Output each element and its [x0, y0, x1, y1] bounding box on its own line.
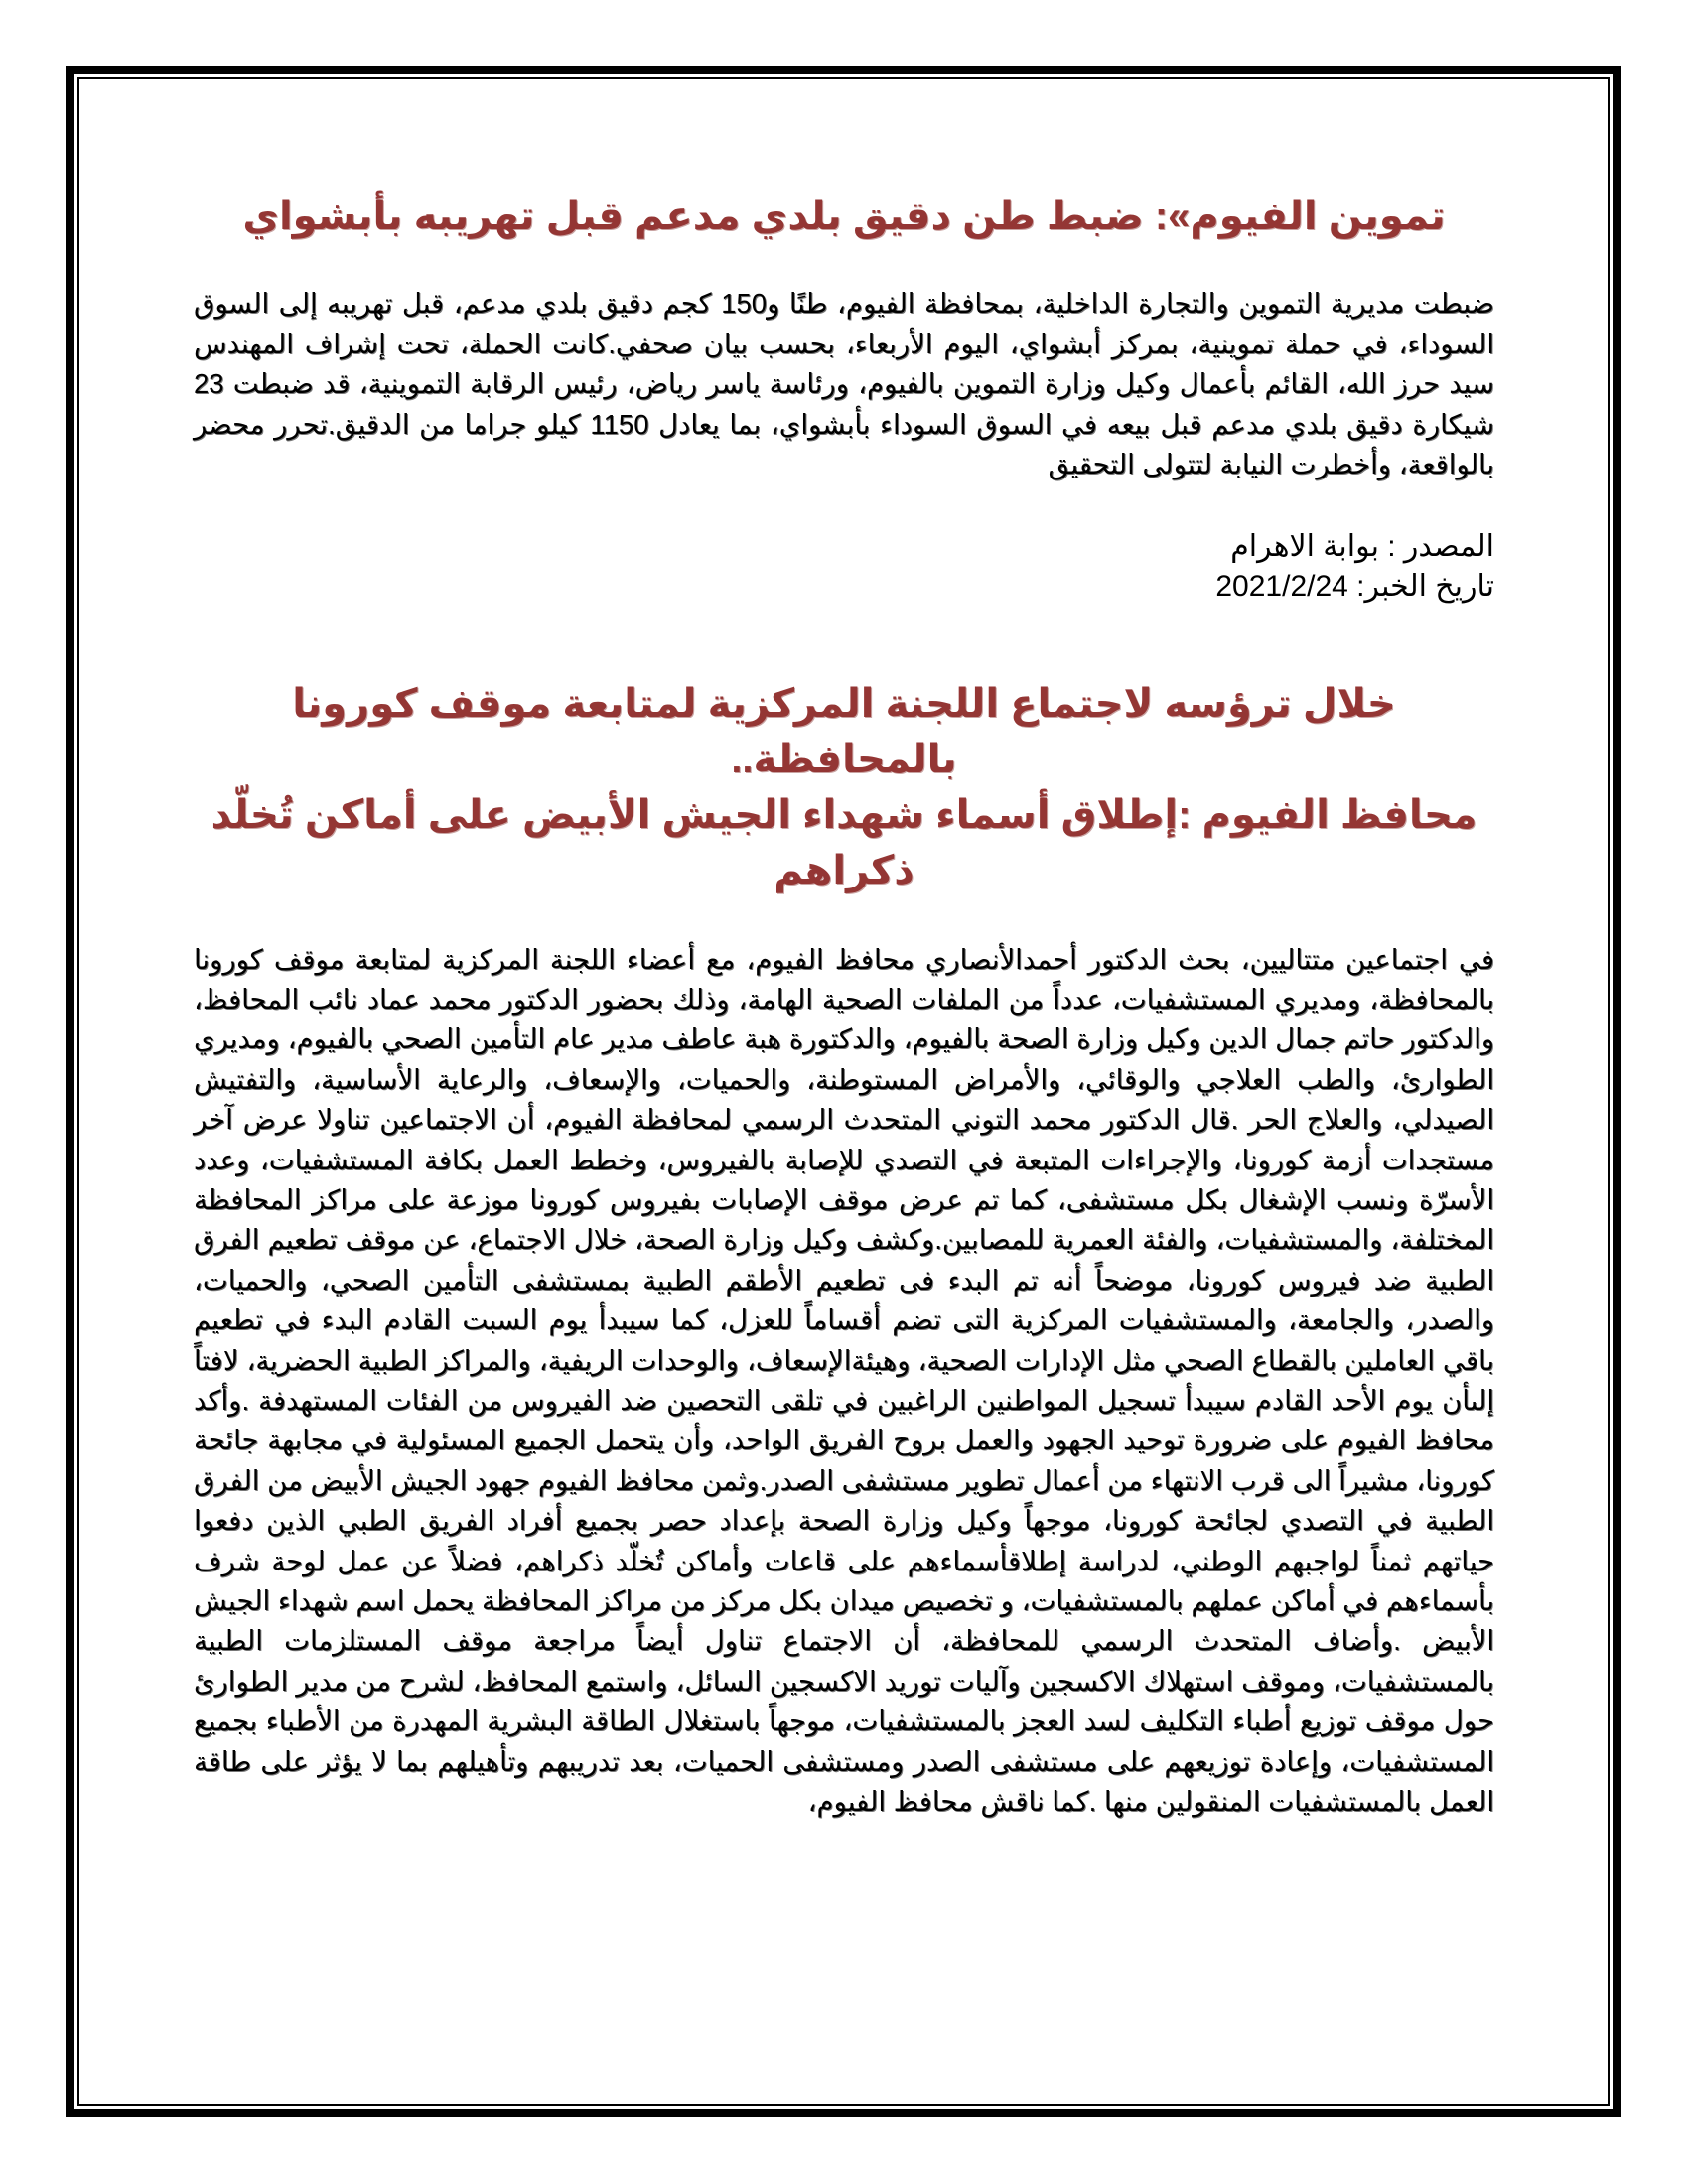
article-2-title-line-2: محافظ الفيوم :إطلاق أسماء شهداء الجيش الأبيض على أماكن تُخلّد ذكراهم — [211, 792, 1477, 892]
article-2-title-line-1: خلال ترؤسه لاجتماع اللجنة المركزية لمتابعة موقف كورونا بالمحافظة.. — [292, 681, 1396, 781]
article-1-title: تموين الفيوم»: ضبط طن دقيق بلدي مدعم قبل تهريبه بأبشواي — [242, 195, 1446, 238]
article-2-body: في اجتماعين متتاليين، بحث الدكتور أحمدالأنصاري محافظ الفيوم، مع أعضاء اللجنة المركزية لمتابعة موقف كورونا بالمحافظة، ومديري المستشفيات، عدداً من الملفات الصحية الهامة، وذلك بحضور الدكتور محمد عماد نائب المحافظ، والدكتور حاتم جمال الدين وكيل وزارة الصحة بالفيوم، والدكتورة هبة عاطف مدير عام التأمين الصحي بالفيوم، ومديري الطوارئ، والطب العلاجي والوقائي، والأمراض المستوطنة، والحميات، والإسعاف، والرعاية الأساسية، والتفتيش الصيدلي، والعلاج الحر .قال الدكتور محمد التوني المتحدث الرسمي لمحافظة الفيوم، أن الاجتماعين تناولا عرض آخر مستجدات أزمة كورونا، والإجراءات المتبعة في التصدي للإصابة بالفيروس، وخطط العمل بكافة المستشفيات، وعدد الأسرّة ونسب الإشغال بكل مستشفى، كما تم عرض موقف الإصابات بفيروس كورونا موزعة على مراكز المحافظة المختلفة، والمستشفيات، والفئة العمرية للمصابين.وكشف وكيل وزارة الصحة، خلال الاجتماع، عن موقف تطعيم الفرق الطبية ضد فيروس كورونا، موضحاً أنه تم البدء فى تطعيم الأطقم الطبية بمستشفى التأمين الصحي، والحميات، والصدر، والجامعة، والمستشفيات المركزية التى تضم أقساماً للعزل، كما سيبدأ يوم السبت القادم البدء في تطعيم باقي العاملين بالقطاع الصحي مثل الإدارات الصحية، وهيئةالإسعاف، والوحدات الريفية، والمراكز الطبية الحضرية، لافتاً إلىأن يوم الأحد القادم سيبدأ تسجيل المواطنين الراغبين في تلقى التحصين ضد الفيروس من الفئات المستهدفة .وأكد محافظ الفيوم على ضرورة توحيد الجهود والعمل بروح الفريق الواحد، وأن يتحمل الجميع المسئولية في مجابهة جائحة كورونا، مشيراً الى قرب الانتهاء من أعمال تطوير مستشفى الصدر.وثمن محافظ الفيوم جهود الجيش الأبيض من الفرق الطبية في التصدي لجائحة كورونا، موجهاً وكيل وزارة الصحة بإعداد حصر بجميع أفراد الفريق الطبي الذين دفعوا حياتهم ثمناً لواجبهم الوطني، لدراسة إطلاقأسماءهم على قاعات وأماكن تُخلّد ذكراهم، فضلاً عن عمل لوحة شرف بأسماءهم في أماكن عملهم بالمستشفيات، و تخصيص ميدان بكل مركز من مراكز المحافظة يحمل اسم شهداء الجيش الأبيض .وأضاف المتحدث الرسمي للمحافظة، أن الاجتماع تناول أيضاً مراجعة موقف المستلزمات الطبية بالمستشفيات، وموقف استهلاك الاكسجين وآليات توريد الاكسجين السائل، واستمع المحافظ، لشرح من مدير الطوارئ حول موقف توزيع أطباء التكليف لسد العجز بالمستشفيات، موجهاً باستغلال الطاقة البشرية المهدرة من الأطباء بجميع المستشفيات، وإعادة توزيعهم على مستشفى الصدر ومستشفى الحميات، بعد تدريبهم وتأهيلهم بما لا يؤثر على طاقة العمل بالمستشفيات المنقولين منها .كما ناقش محافظ الفيوم، — [194, 943, 1494, 1818]
article-1-body: ضبطت مديرية التموين والتجارة الداخلية، بمحافظة الفيوم، طنًا و150 كجم دقيق بلدي مدعم، قبل تهريبه إلى السوق السوداء، في حملة تموينية، بمركز أبشواي، اليوم الأربعاء، بحسب بيان صحفي.كانت الحملة، تحت إشراف المهندس سيد حرز الله، القائم بأعمال وكيل وزارة التموين بالفيوم، ورئاسة ياسر رياض، رئيس الرقابة التموينية، قد ضبطت 23 شيكارة دقيق بلدي مدعم قبل بيعه في السوق السوداء بأبشواي، بما يعادل 1150 كيلو جراما من الدقيق.تحرر محضر بالواقعة، وأخطرت النيابة لتتولى التحقيق — [194, 288, 1495, 479]
article-1-meta — [194, 527, 1494, 607]
article-1-date: تاريخ الخبر: 2021/2/24 — [1215, 569, 1494, 603]
article-2 — [194, 676, 1494, 1823]
article-1-source: المصدر : بوابة الاهرام — [1230, 529, 1494, 563]
document-content — [194, 189, 1494, 1822]
article-2-title — [194, 676, 1494, 898]
article-1 — [194, 189, 1494, 607]
